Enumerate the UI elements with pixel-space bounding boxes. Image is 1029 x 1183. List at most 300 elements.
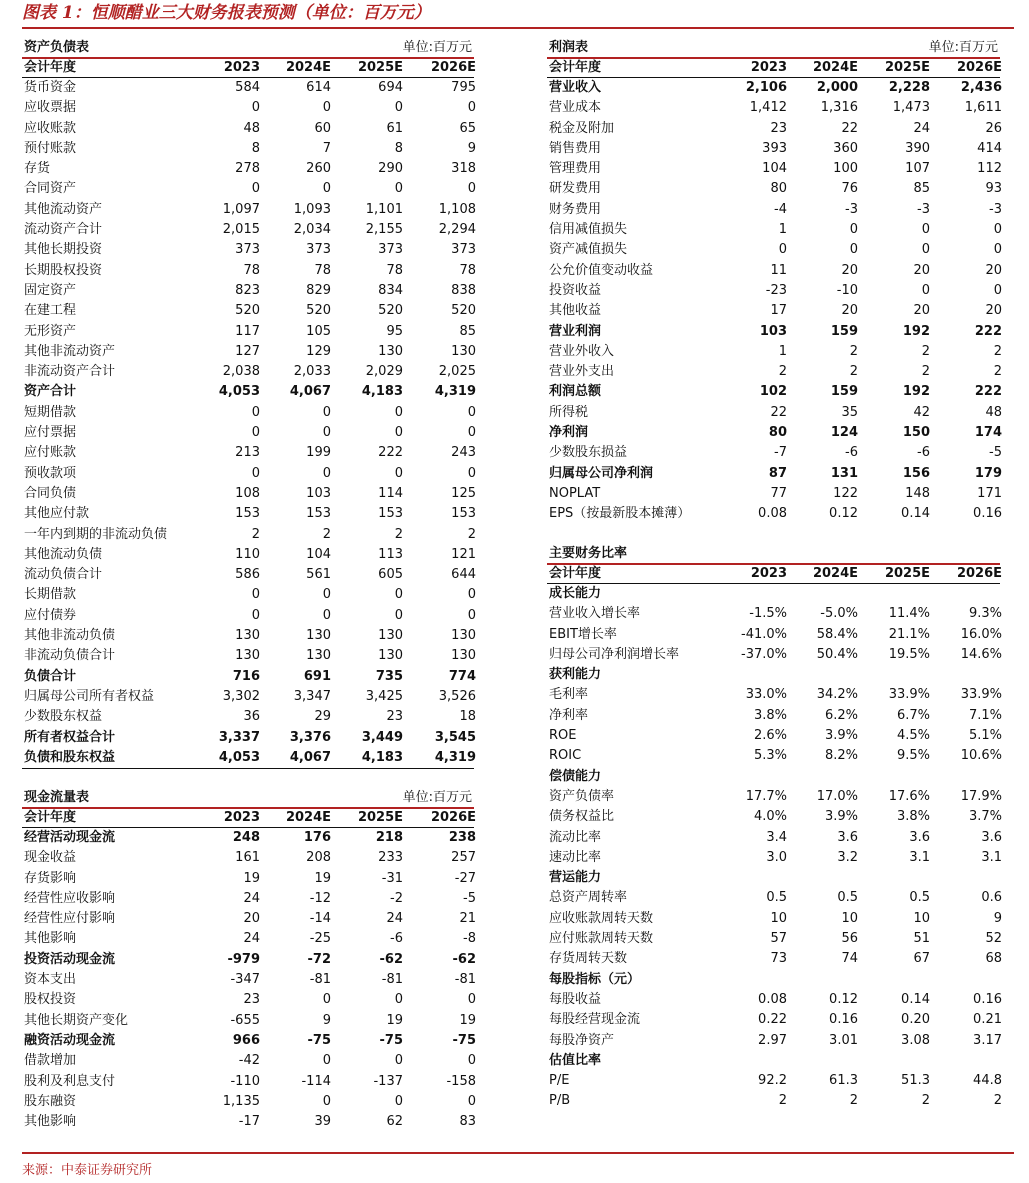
- row-value: 83: [459, 1114, 476, 1130]
- row-value: [858, 1051, 930, 1071]
- row-value: 110: [235, 546, 260, 562]
- column-header-year: 2024E: [812, 60, 858, 75]
- row-value: 107: [905, 161, 930, 177]
- row-value: 5.3%: [753, 748, 787, 764]
- table-row: [547, 787, 1000, 807]
- row-value: 10.6%: [960, 748, 1002, 764]
- table-row: [22, 281, 474, 301]
- row-value: 127: [235, 343, 260, 359]
- row-label: 管理费用: [549, 161, 602, 177]
- row-value: 0.5: [909, 890, 930, 906]
- row-value: 74: [841, 951, 858, 967]
- table-row: [22, 667, 474, 687]
- row-label: 现金收益: [24, 850, 77, 866]
- row-value: 0: [467, 425, 476, 441]
- row-value: [858, 767, 930, 787]
- row-label: 归属母公司所有者权益: [24, 688, 155, 704]
- row-value: 1: [778, 222, 787, 238]
- row-value: 153: [235, 506, 260, 522]
- row-label: 营业收入: [549, 80, 602, 95]
- table-row: [22, 139, 474, 159]
- table-row: [22, 78, 474, 98]
- table-row: [22, 1072, 474, 1092]
- table-row: [547, 746, 1000, 766]
- row-value: 6.7%: [896, 707, 930, 723]
- row-label: 少数股东权益: [24, 709, 103, 725]
- row-value: 21.1%: [888, 626, 930, 642]
- row-value: 644: [451, 567, 476, 583]
- table-row: [547, 888, 1000, 908]
- row-value: 520: [306, 303, 331, 319]
- row-value: 3.2: [837, 849, 858, 865]
- table-row: [22, 342, 474, 362]
- row-value: 3,337: [218, 729, 260, 745]
- table-row: [22, 950, 474, 970]
- table-row: [22, 362, 474, 382]
- row-value: 24: [386, 911, 403, 927]
- row-value: [858, 584, 930, 604]
- row-label: 应收账款周转天数: [549, 910, 654, 926]
- row-value: 0: [322, 607, 331, 623]
- row-value: [930, 970, 1004, 990]
- row-value: 51.3: [901, 1073, 930, 1089]
- row-value: 2,155: [365, 222, 403, 238]
- row-value: 2,033: [293, 364, 331, 380]
- table-body: [22, 58, 474, 769]
- column-header-year: 2023: [223, 60, 260, 75]
- row-value: 0: [394, 100, 403, 116]
- row-value: 19: [386, 1012, 403, 1028]
- row-value: 2: [251, 526, 260, 542]
- figure-title: 图表 1：恒顺醋业三大财务报表预测（单位：百万元）: [22, 3, 431, 23]
- column-header-year: 2024E: [285, 60, 331, 75]
- row-value: 122: [833, 485, 858, 501]
- row-value: 8: [394, 140, 403, 156]
- table-row: [22, 990, 474, 1010]
- row-value: 20: [985, 262, 1002, 278]
- row-value: 129: [306, 343, 331, 359]
- column-header-row: [547, 58, 1000, 78]
- row-value: 0.12: [829, 506, 858, 522]
- row-value: 1,473: [892, 100, 930, 116]
- table-name: 主要财务比率: [549, 546, 628, 561]
- row-value: 218: [375, 830, 403, 845]
- row-label: 经营活动现金流: [24, 830, 116, 845]
- row-value: 0: [849, 222, 858, 238]
- row-value: 2,106: [745, 80, 787, 95]
- row-value: 130: [306, 628, 331, 644]
- row-value: 0: [322, 181, 331, 197]
- row-value: 150: [902, 425, 930, 441]
- row-value: 130: [235, 628, 260, 644]
- row-value: 2,436: [960, 80, 1002, 95]
- table-row: [547, 1091, 1000, 1111]
- row-value: 3,545: [434, 729, 476, 745]
- row-value: 0: [251, 181, 260, 197]
- row-value: 373: [235, 242, 260, 258]
- row-value: 0: [467, 465, 476, 481]
- row-value: [930, 868, 1004, 888]
- row-label: 获利能力: [549, 667, 602, 683]
- table-row: [547, 403, 1000, 423]
- row-value: 222: [974, 323, 1002, 339]
- row-value: 11: [770, 262, 787, 278]
- row-value: [787, 970, 858, 990]
- row-label: ROE: [549, 728, 577, 744]
- row-label: 合同负债: [24, 485, 77, 501]
- row-label: 应付票据: [24, 425, 77, 441]
- balance-sheet-table: [22, 38, 474, 769]
- column-header-year: 2026E: [430, 810, 476, 825]
- row-value: 19: [243, 870, 260, 886]
- row-label: 营业利润: [549, 323, 602, 339]
- row-value: 584: [235, 80, 260, 95]
- row-value: 130: [451, 648, 476, 664]
- row-value: 29: [314, 709, 331, 725]
- row-value: 0.16: [829, 1012, 858, 1028]
- row-value: 2: [394, 526, 403, 542]
- row-value: 3.6: [981, 829, 1002, 845]
- table-row: [22, 382, 474, 402]
- table-row: [547, 726, 1000, 746]
- table-unit: 单位:百万元: [928, 40, 998, 55]
- row-value: -6: [845, 445, 858, 461]
- table-row: [22, 403, 474, 423]
- row-value: 78: [386, 262, 403, 278]
- row-value: 0: [322, 1093, 331, 1109]
- row-label: 营业外支出: [549, 364, 615, 380]
- row-value: 2.6%: [753, 728, 787, 744]
- row-value: 716: [232, 668, 260, 684]
- row-value: 774: [448, 668, 476, 684]
- row-value: 5.1%: [968, 728, 1002, 744]
- row-value: 614: [306, 80, 331, 95]
- column-header-year: 2023: [750, 566, 787, 581]
- row-value: 42: [913, 404, 930, 420]
- row-value: 92.2: [758, 1073, 787, 1089]
- row-value: [729, 868, 787, 888]
- row-value: 0.6: [981, 890, 1002, 906]
- row-value: 176: [303, 830, 331, 845]
- row-label: 营业收入增长率: [549, 606, 641, 622]
- row-value: 360: [833, 140, 858, 156]
- row-label: 借款增加: [24, 1053, 77, 1069]
- row-value: 0: [467, 1053, 476, 1069]
- row-value: 16.0%: [960, 626, 1002, 642]
- row-label: 研发费用: [549, 181, 602, 197]
- row-value: 93: [985, 181, 1002, 197]
- table-row: [22, 646, 474, 666]
- row-value: -347: [230, 972, 260, 988]
- row-label: 存货周转天数: [549, 951, 628, 967]
- row-value: 117: [235, 323, 260, 339]
- row-value: 2,228: [888, 80, 930, 95]
- row-value: 103: [306, 485, 331, 501]
- row-value: 130: [235, 648, 260, 664]
- row-value: 0: [467, 181, 476, 197]
- row-value: 823: [235, 282, 260, 298]
- table-row: [22, 606, 474, 626]
- row-value: 0.21: [973, 1012, 1002, 1028]
- table-row: [547, 261, 1000, 281]
- row-label: 税金及附加: [549, 120, 615, 136]
- row-label: 在建工程: [24, 303, 77, 319]
- row-value: 192: [902, 323, 930, 339]
- row-value: -37.0%: [741, 646, 787, 662]
- table-row: [547, 848, 1000, 868]
- row-value: 2: [322, 526, 331, 542]
- row-label: 其他收益: [549, 303, 602, 319]
- row-value: -158: [446, 1073, 476, 1089]
- table-row: [22, 261, 474, 281]
- row-value: -17: [238, 1114, 260, 1130]
- row-value: 102: [759, 384, 787, 400]
- column-header-year: 2024E: [285, 810, 331, 825]
- row-value: 0: [467, 587, 476, 603]
- table-row: [22, 443, 474, 463]
- row-value: 2,034: [293, 222, 331, 238]
- row-value: 0: [467, 607, 476, 623]
- row-value: 125: [451, 485, 476, 501]
- row-label: 预付账款: [24, 140, 77, 156]
- row-value: 67: [913, 951, 930, 967]
- row-value: 121: [451, 546, 476, 562]
- header-rule: [22, 807, 474, 809]
- row-value: -14: [309, 911, 331, 927]
- row-value: 0: [467, 1093, 476, 1109]
- row-value: 78: [314, 262, 331, 278]
- table-row: [22, 869, 474, 889]
- row-value: 2: [467, 526, 476, 542]
- column-header-year: 2025E: [357, 810, 403, 825]
- row-value: [858, 868, 930, 888]
- row-label: 净利润: [549, 425, 589, 441]
- table-row: [22, 423, 474, 443]
- row-value: 113: [378, 546, 403, 562]
- row-label: 资本支出: [24, 972, 77, 988]
- row-value: 52: [985, 931, 1002, 947]
- row-value: 130: [378, 628, 403, 644]
- row-label: 少数股东损益: [549, 445, 628, 461]
- table-row: [547, 240, 1000, 260]
- row-value: 238: [448, 830, 476, 845]
- row-value: 192: [902, 384, 930, 400]
- row-value: 0: [467, 404, 476, 420]
- row-value: -8: [463, 931, 476, 947]
- header-rule: [22, 57, 474, 59]
- row-value: 222: [974, 384, 1002, 400]
- row-value: -979: [227, 951, 260, 967]
- table-row: [22, 909, 474, 929]
- row-label: 存货: [24, 161, 51, 177]
- table-row: [22, 970, 474, 990]
- row-value: 2.97: [758, 1032, 787, 1048]
- row-value: 48: [243, 120, 260, 136]
- row-label: 应收账款: [24, 120, 77, 136]
- table-body: [547, 58, 1000, 525]
- row-value: 3.8%: [896, 809, 930, 825]
- row-value: 199: [306, 445, 331, 461]
- row-value: 0.22: [758, 1012, 787, 1028]
- row-value: 4,183: [361, 749, 403, 765]
- table-row: [547, 139, 1000, 159]
- table-name: 资产负债表: [24, 40, 90, 55]
- table-row: [22, 504, 474, 524]
- row-value: 57: [770, 931, 787, 947]
- row-value: 1: [778, 343, 787, 359]
- row-value: 17.0%: [816, 788, 858, 804]
- row-value: 24: [243, 931, 260, 947]
- row-value: 20: [985, 303, 1002, 319]
- row-label: 资产合计: [24, 384, 77, 400]
- row-label: 短期借款: [24, 404, 77, 420]
- row-value: 19: [314, 870, 331, 886]
- row-value: 171: [977, 485, 1002, 501]
- row-label: 股东融资: [24, 1093, 77, 1109]
- row-value: 373: [378, 242, 403, 258]
- row-value: 0: [322, 100, 331, 116]
- row-value: -75: [452, 1032, 476, 1048]
- row-value: 114: [378, 485, 403, 501]
- row-value: 33.9%: [888, 687, 930, 703]
- row-label: 销售费用: [549, 140, 602, 156]
- row-value: -81: [309, 972, 331, 988]
- row-label: 应付账款周转天数: [549, 931, 654, 947]
- table-row: [22, 728, 474, 748]
- table-row: [547, 423, 1000, 443]
- row-value: 112: [977, 161, 1002, 177]
- row-label: 其他非流动负债: [24, 628, 116, 644]
- row-value: 104: [762, 161, 787, 177]
- row-label: 营运能力: [549, 870, 602, 886]
- row-value: 4.5%: [896, 728, 930, 744]
- row-label: 信用减值损失: [549, 222, 628, 238]
- row-value: -41.0%: [741, 626, 787, 642]
- row-value: 2: [921, 364, 930, 380]
- row-label: 归属母公司净利润: [549, 465, 654, 481]
- bottom-rule: [22, 1152, 1014, 1154]
- row-value: 159: [830, 384, 858, 400]
- row-label: EBIT增长率: [549, 626, 617, 642]
- cash-flow-table: [22, 788, 474, 1132]
- row-value: -62: [452, 951, 476, 967]
- row-value: 0.08: [758, 991, 787, 1007]
- row-value: 1,316: [820, 100, 858, 116]
- row-value: 35: [841, 404, 858, 420]
- row-value: 80: [770, 181, 787, 197]
- row-label: 经营性应收影响: [24, 890, 116, 906]
- row-value: 7.1%: [968, 707, 1002, 723]
- row-value: 1,108: [438, 201, 476, 217]
- table-row: [547, 322, 1000, 342]
- row-label: 负债合计: [24, 668, 77, 684]
- row-value: 4,067: [289, 384, 331, 400]
- row-label: 所有者权益合计: [24, 729, 116, 745]
- row-value: 48: [985, 404, 1002, 420]
- header-rule: [547, 563, 1000, 565]
- row-value: 278: [235, 161, 260, 177]
- column-header-year: 2025E: [884, 60, 930, 75]
- row-label: 应收票据: [24, 100, 77, 116]
- table-row: [22, 119, 474, 139]
- row-value: 0.16: [973, 991, 1002, 1007]
- table-row: [547, 342, 1000, 362]
- row-label: 公允价值变动收益: [549, 262, 654, 278]
- column-header-year: 2026E: [956, 566, 1002, 581]
- row-value: 130: [451, 628, 476, 644]
- row-label: 流动资产合计: [24, 222, 103, 238]
- row-value: 3.1: [981, 849, 1002, 865]
- row-value: 2: [849, 343, 858, 359]
- row-value: 9.5%: [896, 748, 930, 764]
- row-value: 243: [451, 445, 476, 461]
- row-value: 10: [913, 910, 930, 926]
- row-value: 1,093: [293, 201, 331, 217]
- row-value: 58.4%: [816, 626, 858, 642]
- row-value: 834: [378, 282, 403, 298]
- row-value: 3,526: [438, 688, 476, 704]
- row-label: 应付债券: [24, 607, 77, 623]
- row-value: 520: [378, 303, 403, 319]
- row-value: 0: [322, 404, 331, 420]
- row-value: 17.7%: [745, 788, 787, 804]
- table-row: [22, 585, 474, 605]
- row-value: -27: [454, 870, 476, 886]
- row-value: 3,302: [222, 688, 260, 704]
- row-label: 长期股权投资: [24, 262, 103, 278]
- row-value: 124: [830, 425, 858, 441]
- row-value: [930, 1051, 1004, 1071]
- row-value: 414: [977, 140, 1002, 156]
- row-label: 经营性应付影响: [24, 911, 116, 927]
- table-row: [22, 220, 474, 240]
- row-value: 222: [378, 445, 403, 461]
- row-value: -3: [917, 201, 930, 217]
- row-value: 1,097: [222, 201, 260, 217]
- row-value: 95: [386, 323, 403, 339]
- row-value: 3.9%: [824, 728, 858, 744]
- row-value: 62: [386, 1114, 403, 1130]
- row-value: 0: [993, 282, 1002, 298]
- row-value: 966: [232, 1032, 260, 1048]
- row-value: 4.0%: [753, 809, 787, 825]
- column-header-row: [547, 564, 1000, 584]
- row-value: 108: [235, 485, 260, 501]
- table-row: [547, 665, 1000, 685]
- row-value: 103: [759, 323, 787, 339]
- row-value: -3: [845, 201, 858, 217]
- table-row: [22, 1051, 474, 1071]
- row-value: [787, 1051, 858, 1071]
- row-value: 68: [985, 951, 1002, 967]
- row-value: 19: [459, 1012, 476, 1028]
- row-value: 2: [993, 364, 1002, 380]
- row-value: 520: [235, 303, 260, 319]
- row-value: 80: [768, 425, 787, 441]
- row-value: 2: [849, 1093, 858, 1109]
- row-value: 0: [322, 1053, 331, 1069]
- row-label: 流动负债合计: [24, 567, 103, 583]
- row-value: -62: [379, 951, 403, 967]
- table-row: [547, 78, 1000, 98]
- row-value: 26: [985, 120, 1002, 136]
- table-row: [547, 362, 1000, 382]
- table-row: [22, 301, 474, 321]
- row-label: 货币资金: [24, 80, 77, 95]
- row-value: 2: [778, 364, 787, 380]
- row-value: 3.17: [973, 1032, 1002, 1048]
- row-value: 2,294: [438, 222, 476, 238]
